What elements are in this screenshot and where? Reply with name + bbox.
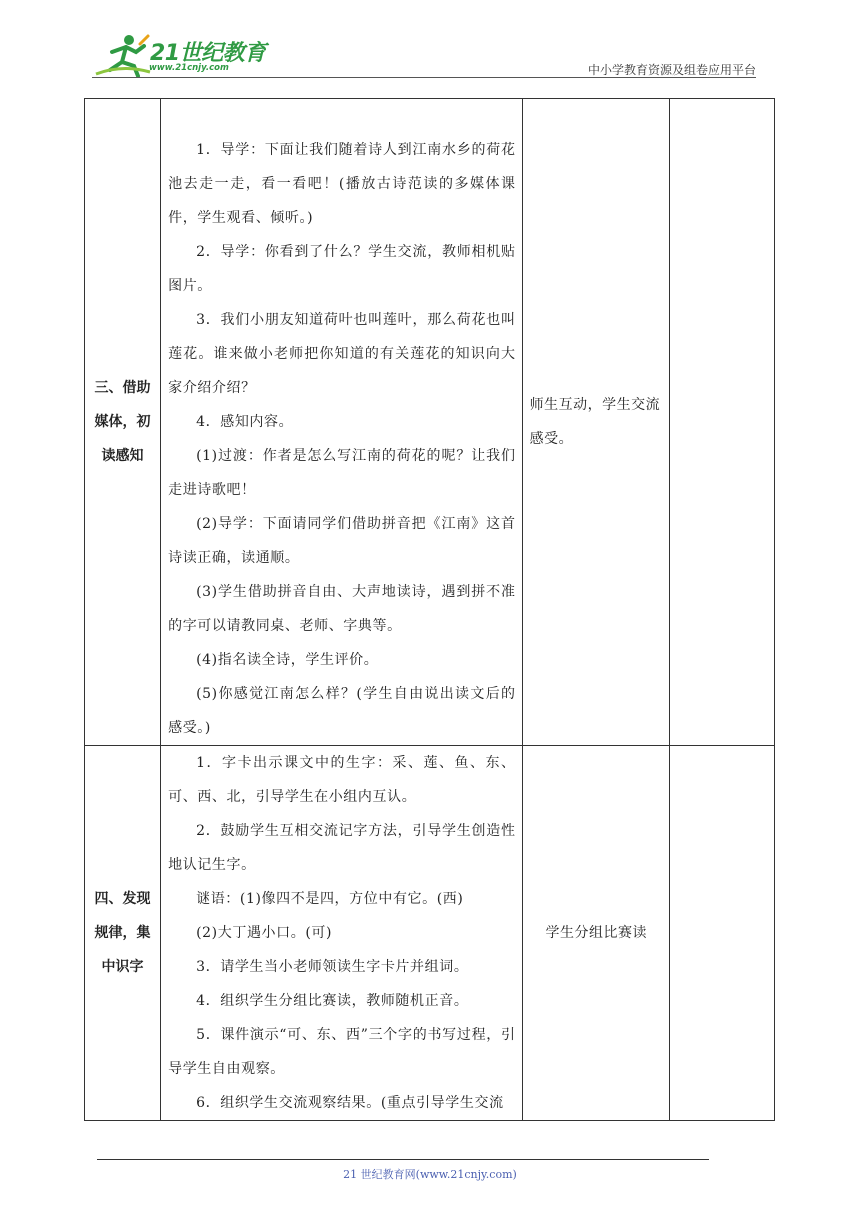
- activity-cell: 师生互动，学生交流感受。: [522, 99, 669, 746]
- stage-cell: 三、借助媒体，初读感知: [85, 99, 161, 746]
- logo-url: www.21cnjy.com: [149, 63, 229, 73]
- table-row: [85, 99, 775, 746]
- content-paragraph: 6．组织学生交流观察结果。(重点引导学生交流: [196, 1095, 504, 1111]
- content-paragraph: (3)学生借助拼音自由、大声地读诗，遇到拼不准的字可以请教同桌、老师、字典等。: [168, 584, 516, 634]
- stage-cell: 四、发现规律，集中识字: [85, 746, 161, 1121]
- content-cell: [161, 99, 523, 746]
- note-cell: [669, 746, 774, 1121]
- footer-text: 21 世纪教育网(www.21cnjy.com): [343, 1168, 517, 1181]
- header-divider: [92, 77, 756, 78]
- content-paragraph: 3．请学生当小老师领读生字卡片并组词。: [196, 959, 469, 975]
- content-paragraph: (2)大丁遇小口。(可): [196, 925, 333, 941]
- content-paragraph: 4．感知内容。: [196, 414, 294, 430]
- note-cell: [669, 99, 774, 746]
- table-row: [85, 746, 775, 1121]
- content-paragraph: 3．我们小朋友知道荷叶也叫莲叶，那么荷花也叫莲花。谁来做小老师把你知道的有关莲花的知识向大家介绍介绍？: [168, 312, 516, 396]
- logo-text: 21世纪教育: [150, 41, 266, 66]
- content-paragraph: (2)导学：下面请同学们借助拼音把《江南》这首诗读正确，读通顺。: [168, 516, 516, 566]
- content-paragraph: 4．组织学生分组比赛读，教师随机正音。: [196, 993, 469, 1009]
- content-paragraph: 2．导学：你看到了什么？学生交流，教师相机贴图片。: [168, 244, 516, 294]
- lesson-plan-table: [84, 98, 775, 1121]
- footer-divider: [97, 1159, 709, 1160]
- platform-title: 中小学教育资源及组卷应用平台: [587, 63, 756, 77]
- content-cell: [161, 746, 523, 1121]
- content-paragraph: (1)过渡：作者是怎么写江南的荷花的呢？让我们走进诗歌吧！: [168, 448, 516, 498]
- content-paragraph: 1．导学：下面让我们随着诗人到江南水乡的荷花池去走一走，看一看吧！(播放古诗范读的多媒体课件，学生观看、倾听。): [168, 142, 516, 226]
- content-paragraph: 谜语：(1)像四不是四，方位中有它。(西): [196, 891, 464, 907]
- content-paragraph: 2．鼓励学生互相交流记字方法，引导学生创造性地认记生字。: [168, 823, 516, 873]
- content-paragraph: (5)你感觉江南怎么样？(学生自由说出读文后的感受。): [168, 686, 516, 736]
- content-paragraph: (4)指名读全诗，学生评价。: [196, 652, 379, 668]
- page-header: [0, 0, 860, 90]
- content-paragraph: 5．课件演示“可、东、西”三个字的书写过程，引导学生自由观察。: [168, 1027, 516, 1077]
- activity-cell: 学生分组比赛读: [522, 746, 669, 1121]
- content-paragraph: 1．字卡出示课文中的生字：采、莲、鱼、东、可、西、北，引导学生在小组内互认。: [168, 755, 516, 805]
